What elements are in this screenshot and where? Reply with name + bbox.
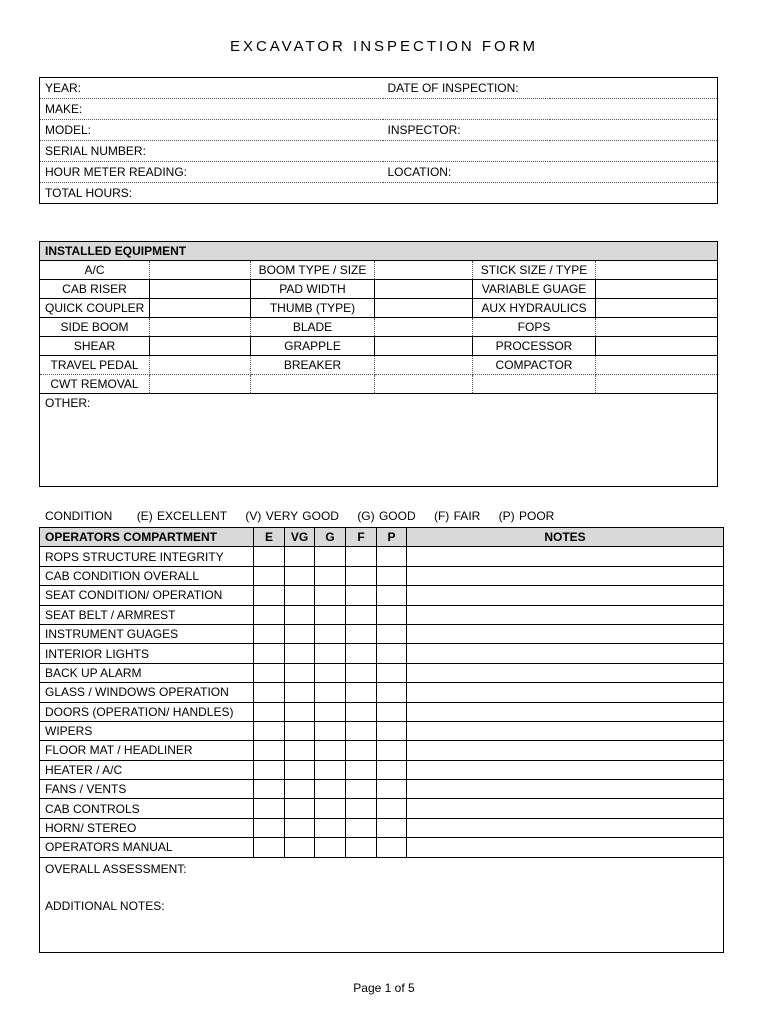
rating-checkbox-cell[interactable] [377, 683, 407, 702]
form-title: EXCAVATOR INSPECTION FORM [229, 38, 539, 55]
equipment-value-field[interactable] [596, 375, 718, 394]
rating-checkbox-cell[interactable] [377, 566, 407, 585]
rating-checkbox-cell[interactable] [377, 624, 407, 643]
condition-item-label: INSTRUMENT GUAGES [40, 624, 254, 643]
info-row [40, 141, 718, 162]
condition-item-label: FANS / VENTS [40, 780, 254, 799]
rating-checkbox-cell[interactable] [377, 721, 407, 740]
rating-checkbox-cell[interactable] [254, 818, 285, 837]
equipment-value-field[interactable] [375, 375, 473, 394]
rating-checkbox-cell[interactable] [254, 702, 285, 721]
notes-field[interactable] [407, 799, 724, 818]
equipment-value-field[interactable] [375, 337, 473, 356]
info-left-label: TOTAL HOURS: [45, 186, 133, 200]
rating-checkbox-cell[interactable] [377, 605, 407, 624]
info-right-label: DATE OF INSPECTION: [383, 78, 550, 99]
equipment-label: A/C [40, 261, 150, 280]
condition-column-header: G [315, 528, 346, 547]
rating-checkbox-cell[interactable] [285, 586, 315, 605]
equipment-row [40, 337, 718, 356]
rating-checkbox-cell[interactable] [285, 547, 315, 566]
rating-checkbox-cell[interactable] [377, 702, 407, 721]
condition-item-label: DOORS (OPERATION/ HANDLES) [40, 702, 254, 721]
rating-checkbox-cell[interactable] [377, 799, 407, 818]
condition-item-row [40, 780, 724, 799]
condition-item-label: GLASS / WINDOWS OPERATION [40, 683, 254, 702]
condition-item-row [40, 838, 724, 857]
rating-checkbox-cell[interactable] [285, 663, 315, 682]
rating-checkbox-cell[interactable] [315, 605, 346, 624]
equipment-label: BREAKER [251, 356, 375, 375]
rating-checkbox-cell[interactable] [315, 586, 346, 605]
rating-checkbox-cell[interactable] [285, 780, 315, 799]
rating-checkbox-cell[interactable] [377, 547, 407, 566]
rating-checkbox-cell[interactable] [315, 721, 346, 740]
rating-checkbox-cell[interactable] [254, 799, 285, 818]
condition-legend-label: CONDITION [45, 509, 113, 523]
info-left-label: MODEL: [40, 120, 383, 141]
equipment-label: BLADE [251, 318, 375, 337]
equipment-value-field[interactable] [596, 337, 718, 356]
info-right-label: INSPECTOR: [383, 120, 550, 141]
equipment-value-field[interactable] [375, 356, 473, 375]
rating-checkbox-cell[interactable] [346, 586, 377, 605]
rating-checkbox-cell[interactable] [254, 547, 285, 566]
equipment-value-field[interactable] [150, 375, 251, 394]
condition-item-label: ROPS STRUCTURE INTEGRITY [40, 547, 254, 566]
rating-checkbox-cell[interactable] [285, 566, 315, 585]
equipment-row [40, 356, 718, 375]
rating-checkbox-cell[interactable] [315, 799, 346, 818]
rating-checkbox-cell[interactable] [315, 624, 346, 643]
condition-column-header: E [254, 528, 285, 547]
equipment-value-field[interactable] [150, 261, 251, 280]
rating-checkbox-cell[interactable] [346, 702, 377, 721]
condition-item-row [40, 547, 724, 566]
equipment-header-row [40, 242, 718, 261]
rating-checkbox-cell[interactable] [377, 741, 407, 760]
rating-checkbox-cell[interactable] [285, 624, 315, 643]
condition-item-row [40, 644, 724, 663]
info-right-label [383, 183, 550, 204]
equipment-value-field[interactable] [150, 318, 251, 337]
notes-field[interactable] [407, 721, 724, 740]
condition-item-row [40, 741, 724, 760]
notes-field[interactable] [407, 586, 724, 605]
rating-checkbox-cell[interactable] [254, 566, 285, 585]
rating-checkbox-cell[interactable] [377, 663, 407, 682]
equipment-value-field[interactable] [150, 299, 251, 318]
condition-item-row [40, 663, 724, 682]
rating-checkbox-cell[interactable] [377, 780, 407, 799]
assessment-field[interactable] [40, 857, 724, 952]
info-right-value-field[interactable] [550, 120, 718, 141]
info-left-label: SERIAL NUMBER: [40, 141, 383, 162]
equipment-value-field[interactable] [596, 356, 718, 375]
rating-checkbox-cell[interactable] [285, 741, 315, 760]
rating-checkbox-cell[interactable] [254, 663, 285, 682]
notes-field[interactable] [407, 780, 724, 799]
rating-checkbox-cell[interactable] [254, 605, 285, 624]
equipment-label: THUMB (TYPE) [251, 299, 375, 318]
info-right-value-field[interactable] [550, 99, 718, 120]
installed-equipment-table [39, 241, 718, 487]
equipment-label [251, 375, 375, 394]
condition-column-header: VG [285, 528, 315, 547]
condition-item-label: HORN/ STEREO [40, 818, 254, 837]
rating-checkbox-cell[interactable] [315, 547, 346, 566]
info-right-label [383, 141, 550, 162]
equipment-label: BOOM TYPE / SIZE [251, 261, 375, 280]
info-row [40, 162, 718, 183]
rating-checkbox-cell[interactable] [285, 799, 315, 818]
notes-field[interactable] [407, 605, 724, 624]
condition-item-label: WIPERS [40, 721, 254, 740]
info-right-value-field[interactable] [550, 183, 718, 204]
notes-field[interactable] [407, 663, 724, 682]
equipment-value-field[interactable] [375, 318, 473, 337]
condition-item-label: SEAT CONDITION/ OPERATION [40, 586, 254, 605]
rating-checkbox-cell[interactable] [377, 838, 407, 857]
equipment-value-field[interactable] [375, 299, 473, 318]
rating-checkbox-cell[interactable] [285, 721, 315, 740]
condition-item-row [40, 586, 724, 605]
info-row [40, 99, 718, 120]
equipment-value-field[interactable] [596, 280, 718, 299]
rating-checkbox-cell[interactable] [254, 644, 285, 663]
rating-checkbox-cell[interactable] [315, 838, 346, 857]
equipment-value-field[interactable] [150, 280, 251, 299]
condition-column-header: OPERATORS COMPARTMENT [40, 528, 254, 547]
rating-checkbox-cell[interactable] [315, 818, 346, 837]
rating-checkbox-cell[interactable] [346, 818, 377, 837]
condition-column-header: P [377, 528, 407, 547]
equipment-label: CWT REMOVAL [40, 375, 150, 394]
rating-checkbox-cell[interactable] [254, 780, 285, 799]
equipment-row [40, 261, 718, 280]
rating-checkbox-cell[interactable] [315, 702, 346, 721]
rating-checkbox-cell[interactable] [254, 586, 285, 605]
rating-checkbox-cell[interactable] [285, 838, 315, 857]
rating-checkbox-cell[interactable] [346, 605, 377, 624]
equipment-label: PROCESSOR [473, 337, 596, 356]
equipment-row [40, 280, 718, 299]
equipment-label: FOPS [473, 318, 596, 337]
condition-item-label: FLOOR MAT / HEADLINER [40, 741, 254, 760]
notes-field[interactable] [407, 818, 724, 837]
condition-item-label: OPERATORS MANUAL [40, 838, 254, 857]
rating-checkbox-cell[interactable] [377, 760, 407, 779]
equipment-label: QUICK COUPLER [40, 299, 150, 318]
rating-checkbox-cell[interactable] [254, 624, 285, 643]
notes-field[interactable] [407, 838, 724, 857]
notes-field[interactable] [407, 760, 724, 779]
rating-checkbox-cell[interactable] [315, 760, 346, 779]
info-right-value-field[interactable] [550, 162, 718, 183]
info-left-label: MAKE: [40, 99, 383, 120]
condition-item-label: BACK UP ALARM [40, 663, 254, 682]
equipment-value-field[interactable] [375, 261, 473, 280]
rating-checkbox-cell[interactable] [254, 721, 285, 740]
notes-field[interactable] [407, 547, 724, 566]
other-field[interactable]: OTHER: [40, 394, 718, 487]
condition-legend-item: (V) VERY GOOD [245, 509, 339, 523]
rating-checkbox-cell[interactable] [346, 721, 377, 740]
rating-checkbox-cell[interactable] [346, 644, 377, 663]
additional-notes-label: ADDITIONAL NOTES: [45, 898, 165, 913]
equipment-label: PAD WIDTH [251, 280, 375, 299]
rating-checkbox-cell[interactable] [315, 566, 346, 585]
condition-column-header: F [346, 528, 377, 547]
equipment-value-field[interactable] [150, 356, 251, 375]
notes-field[interactable] [407, 683, 724, 702]
rating-checkbox-cell[interactable] [254, 741, 285, 760]
equipment-other-row [40, 394, 718, 487]
rating-checkbox-cell[interactable] [285, 605, 315, 624]
rating-checkbox-cell[interactable] [285, 760, 315, 779]
condition-item-label: CAB CONTROLS [40, 799, 254, 818]
rating-checkbox-cell[interactable] [315, 741, 346, 760]
condition-item-row [40, 624, 724, 643]
rating-checkbox-cell[interactable] [346, 741, 377, 760]
rating-checkbox-cell[interactable] [346, 838, 377, 857]
condition-item-row [40, 566, 724, 585]
info-left-label: HOUR METER READING: [40, 162, 383, 183]
equipment-row [40, 299, 718, 318]
assessment-row [40, 857, 724, 952]
rating-checkbox-cell[interactable] [315, 683, 346, 702]
info-right-label [383, 99, 550, 120]
vehicle-info-table [39, 77, 718, 204]
page-number: Page 1 of 5 [353, 981, 415, 995]
info-row [40, 78, 718, 99]
condition-item-label: CAB CONDITION OVERALL [40, 566, 254, 585]
rating-checkbox-cell[interactable] [346, 799, 377, 818]
rating-checkbox-cell[interactable] [346, 760, 377, 779]
overall-assessment-label: OVERALL ASSESSMENT: [45, 861, 187, 876]
condition-item-label: HEATER / A/C [40, 760, 254, 779]
rating-checkbox-cell[interactable] [315, 663, 346, 682]
condition-item-row [40, 799, 724, 818]
equipment-label: TRAVEL PEDAL [40, 356, 150, 375]
rating-checkbox-cell[interactable] [377, 586, 407, 605]
rating-checkbox-cell[interactable] [346, 683, 377, 702]
equipment-header: INSTALLED EQUIPMENT [40, 242, 718, 261]
rating-checkbox-cell[interactable] [254, 838, 285, 857]
rating-checkbox-cell[interactable] [346, 566, 377, 585]
info-left-label: YEAR: [40, 78, 383, 99]
rating-checkbox-cell[interactable] [315, 644, 346, 663]
condition-item-row [40, 683, 724, 702]
rating-checkbox-cell[interactable] [346, 780, 377, 799]
condition-item-label: SEAT BELT / ARMREST [40, 605, 254, 624]
equipment-label: COMPACTOR [473, 356, 596, 375]
rating-checkbox-cell[interactable] [315, 780, 346, 799]
condition-legend [45, 509, 568, 523]
condition-header-row [40, 528, 724, 547]
condition-item-label: INTERIOR LIGHTS [40, 644, 254, 663]
rating-checkbox-cell[interactable] [254, 760, 285, 779]
equipment-value-field[interactable] [150, 337, 251, 356]
equipment-label: SHEAR [40, 337, 150, 356]
rating-checkbox-cell[interactable] [285, 683, 315, 702]
notes-field[interactable] [407, 624, 724, 643]
equipment-label: CAB RISER [40, 280, 150, 299]
notes-field[interactable] [407, 741, 724, 760]
condition-legend-item: (F) FAIR [433, 509, 481, 523]
notes-field[interactable] [407, 644, 724, 663]
equipment-label: STICK SIZE / TYPE [473, 261, 596, 280]
condition-table [39, 527, 724, 953]
equipment-value-field[interactable] [375, 280, 473, 299]
condition-item-row [40, 605, 724, 624]
rating-checkbox-cell[interactable] [377, 818, 407, 837]
info-right-label: LOCATION: [383, 162, 550, 183]
info-row [40, 183, 718, 204]
equipment-label: AUX HYDRAULICS [473, 299, 596, 318]
condition-legend-item: (P) POOR [498, 509, 555, 523]
rating-checkbox-cell[interactable] [346, 663, 377, 682]
info-right-value-field[interactable] [550, 78, 718, 99]
rating-checkbox-cell[interactable] [285, 818, 315, 837]
condition-item-row [40, 721, 724, 740]
equipment-label [473, 375, 596, 394]
condition-legend-item: (E) EXCELLENT [136, 509, 228, 523]
rating-checkbox-cell[interactable] [346, 624, 377, 643]
notes-field[interactable] [407, 702, 724, 721]
notes-field[interactable] [407, 566, 724, 585]
info-right-value-field[interactable] [550, 141, 718, 162]
condition-column-header: NOTES [407, 528, 724, 547]
equipment-row [40, 375, 718, 394]
equipment-label: VARIABLE GUAGE [473, 280, 596, 299]
equipment-row [40, 318, 718, 337]
equipment-value-field[interactable] [596, 318, 718, 337]
condition-legend-item: (G) GOOD [357, 509, 416, 523]
equipment-value-field[interactable] [596, 299, 718, 318]
info-row [40, 120, 718, 141]
equipment-value-field[interactable] [596, 261, 718, 280]
condition-item-row [40, 818, 724, 837]
rating-checkbox-cell[interactable] [254, 683, 285, 702]
rating-checkbox-cell[interactable] [377, 644, 407, 663]
condition-item-row [40, 760, 724, 779]
condition-item-row [40, 702, 724, 721]
rating-checkbox-cell[interactable] [285, 702, 315, 721]
equipment-label: SIDE BOOM [40, 318, 150, 337]
rating-checkbox-cell[interactable] [346, 547, 377, 566]
equipment-label: GRAPPLE [251, 337, 375, 356]
rating-checkbox-cell[interactable] [285, 644, 315, 663]
